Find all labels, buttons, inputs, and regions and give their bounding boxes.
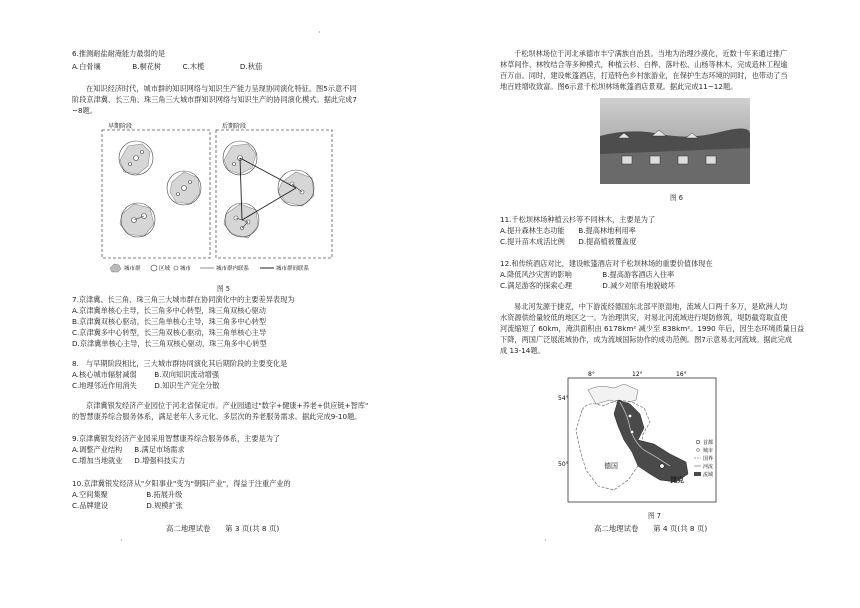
footer-page-4: 高二地理试卷 第 4 页(共 8 页) — [594, 524, 708, 533]
q8-option-a[interactable]: A.核心城市辐射减弱 — [72, 370, 137, 379]
q11-option-d[interactable]: D.提高植被覆盖度 — [578, 237, 637, 246]
footer-page-3: 高二地理试卷 第 3 页(共 8 页) — [166, 524, 280, 533]
lat-label-54: 54° — [558, 395, 569, 402]
q10-option-b[interactable]: B.拓展升级 — [146, 490, 183, 499]
map-frame — [568, 378, 716, 502]
q10-option-a[interactable]: A.空间集聚 — [72, 490, 108, 499]
intro-13-14-line-1: 易北河发源于捷克，中下游流经德国东北部平原湿地，流域人口两千多万，是欧洲人均 — [514, 302, 788, 311]
figure-6-photo — [600, 98, 750, 184]
lon-label-12: 12° — [632, 371, 643, 378]
intro-9-10-line-2: 的智慧康养综合服务体系，满足老年人多元化、多层次的养老服务需求。据此完成9-10题。 — [72, 412, 362, 421]
intro-13-14 — [500, 301, 804, 356]
intro-11-12-line-4: 地百姓增收致富。图6示意千松坝林场帐篷酒店景观。据此完成11~12题。 — [500, 82, 738, 91]
q10-stem: 10.京津冀银发经济从"夕阳事业"变为"朝阳产业"，得益于注重产业的 — [72, 479, 291, 488]
intro-11-12-line-1: 千松坝林场位于河北承德市丰宁满族自治县。当地为治理沙漠化，近数十年来通过推广 — [514, 49, 788, 58]
q9-options-row-1 — [72, 444, 185, 455]
scan-dot-bottom: · — [120, 536, 123, 545]
legend-city: 城市 — [703, 448, 714, 454]
q10-options-row-2 — [72, 500, 183, 511]
intro-7-8 — [72, 83, 357, 116]
intro-9-10-line-1: 京津冀银发经济产业园位于河北省保定市。产业园通过"数字+健康+养老+供应链+智库" — [86, 401, 369, 410]
q8-stem: 8. 与早期阶段相比，三大城市群协同演化其后期阶段的主要变化是 — [72, 359, 288, 368]
legend-basin: 流域 — [703, 472, 714, 478]
legend-region: 区域 — [159, 266, 171, 272]
legend-intra-link: 城市群内联系 — [216, 266, 250, 272]
intro-9-10 — [72, 400, 368, 422]
q9-option-a[interactable]: A.调整产业结构 — [72, 445, 123, 454]
q9-options-row-2 — [72, 455, 185, 466]
q6-option-a[interactable]: A.白骨壤 — [72, 62, 101, 71]
q6-option-c[interactable]: C.木榄 — [182, 62, 205, 71]
city-marker — [630, 430, 634, 434]
q9-option-c[interactable]: C.增加当地就业 — [72, 456, 123, 465]
q10-option-c[interactable]: C.品牌建设 — [72, 501, 109, 510]
q12-option-c[interactable]: C.满足游客的探索心理 — [500, 281, 572, 290]
early-stage-label: 早期阶段 — [108, 123, 133, 130]
q8-option-b[interactable]: B.双向知识流动增强 — [154, 370, 220, 379]
figure-5 — [100, 120, 340, 278]
q8-options-row-1 — [72, 369, 219, 380]
q12-stem: 12.和传统酒店对比，建设帐篷酒店对千松坝林场的重要价值体现在 — [500, 259, 713, 268]
legend-city-cluster: 城市群 — [124, 266, 141, 272]
intro-7-8-line-2: 阶段京津冀、长三角、珠三角三大城市群知识网络与知识生产的协同演化模式。据此完成7 — [72, 95, 357, 104]
figure-6-caption: 图 6 — [670, 194, 683, 202]
q8-option-c[interactable]: C.地理邻近作用消失 — [72, 381, 137, 390]
q12-option-a[interactable]: A.降低风沙灾害的影响 — [500, 270, 572, 279]
q12-option-d[interactable]: D.减少对原有地貌破坏 — [602, 281, 675, 290]
q9-option-b[interactable]: B.满足市场需求 — [134, 445, 185, 454]
q11-option-c[interactable]: C.提升苗木成活比例 — [500, 237, 565, 246]
early-cluster-bottom — [120, 203, 155, 237]
q6-option-b[interactable]: B.桐花树 — [132, 62, 162, 71]
intro-13-14-line-5: 成 13-14题。 — [500, 346, 545, 355]
q10-options-row-1 — [72, 489, 182, 500]
intro-13-14-line-3: 河流缩短了 60km，淹洪面积由 6178km² 减少至 838km²。1990 年后，因生态环境质量日益 — [500, 324, 805, 333]
lon-label-16: 16° — [676, 371, 687, 378]
legend-inter-link: 城市群间联系 — [276, 266, 310, 272]
q12-option-b[interactable]: B.提高游客酒店入住率 — [602, 270, 675, 279]
scan-dot-bottom-right: · — [544, 536, 547, 545]
intro-13-14-line-4: 下降，两国广泛展流域协作，成为流域国际协作的成功范例。图7示意易北河流域。据此完成 — [500, 335, 793, 344]
early-cluster-right — [167, 171, 201, 205]
grassland — [600, 148, 750, 184]
intro-11-12-line-2: 林草间作、林牧结合等多种模式，种植云杉、白桦、落叶松、山杨等林木，完成造林工程逾 — [500, 60, 788, 69]
legend-capital: 首都 — [703, 440, 714, 446]
capital-marker — [660, 464, 664, 468]
intro-7-8-line-3: ~8题。 — [72, 106, 97, 115]
figure-7-caption: 图 7 — [648, 512, 661, 520]
late-stage-label: 后期阶段 — [222, 123, 247, 130]
q11-options-row-2 — [500, 236, 636, 247]
scan-dot-top: · — [318, 28, 321, 37]
country-label-germany: 德国 — [604, 462, 618, 470]
city-marker — [628, 414, 632, 418]
q9-stem: 9.京津冀银发经济产业园采用智慧康养综合服务体系，主要是为了 — [72, 434, 281, 443]
intro-7-8-line-1: 在知识经济时代，城市群的知识网络与知识生产能力呈现协同演化特征。图5示意不同 — [86, 84, 357, 93]
q6-options — [72, 61, 262, 72]
intro-13-14-line-2: 水资源供给量较低的地区之一。为治理洪灾，对易北河流域进行堤防修筑，堤防截弯取直使 — [500, 313, 788, 322]
intro-11-12 — [500, 48, 788, 92]
legend-city: 城市 — [180, 266, 192, 272]
q7-option-a[interactable]: A.京津冀单核心主导，长三角多中心转型，珠三角双核心驱动 — [72, 306, 266, 315]
exam-page-4 — [430, 0, 860, 608]
q12-options-row-1 — [500, 269, 674, 280]
q12-options-row-2 — [500, 280, 675, 291]
q7-option-b[interactable]: B.京津冀双核心驱动，长三角单核心主导，珠三角多中心转型 — [72, 317, 267, 326]
early-cluster-top — [119, 141, 153, 175]
q11-stem: 11.千松坝林场种植云杉等不同林木，主要是为了 — [500, 215, 656, 224]
legend-border: 国界 — [703, 456, 714, 462]
q8-option-d[interactable]: D.知识生产完全分散 — [154, 381, 220, 390]
q7-option-d[interactable]: D.京津冀单核心主导，长三角双核心驱动，珠三角多中心转型 — [72, 339, 267, 348]
q11-option-b[interactable]: B.提高林地利用率 — [578, 226, 636, 235]
figure-5-caption: 图 5 — [217, 285, 230, 293]
q11-options-row-1 — [500, 225, 636, 236]
q11-option-a[interactable]: A.提升森林生态功能 — [500, 226, 565, 235]
q9-option-d[interactable]: D.增强科技实力 — [134, 456, 186, 465]
legend-river: 河流 — [703, 464, 714, 470]
intro-11-12-line-3: 百万亩。同时，建设帐篷酒店，打造特色乡村旅游业，在保护生态环境的同时，也带动了当 — [500, 71, 788, 80]
lon-label-8: 8° — [588, 371, 595, 378]
lat-label-50: 50° — [558, 461, 569, 468]
q7-stem: 7.京津冀、长三角、珠三角三大城市群在协同演化中的主要差异表现为 — [72, 295, 295, 304]
country-label-czech: 捷克 — [670, 476, 684, 484]
figure-7-map — [558, 370, 728, 508]
q6-option-d[interactable]: D.秋茄 — [239, 62, 263, 71]
figure-5-legend — [110, 264, 310, 272]
q6-stem: 6.推测耐盐耐淹能力最弱的是 — [72, 49, 166, 58]
q7-option-c[interactable]: C.京津冀多中心转型，长三角双核心驱动，珠三角单核心主导 — [72, 328, 267, 337]
q8-options-row-2 — [72, 380, 220, 391]
q10-option-d[interactable]: D.规模扩张 — [146, 501, 183, 510]
